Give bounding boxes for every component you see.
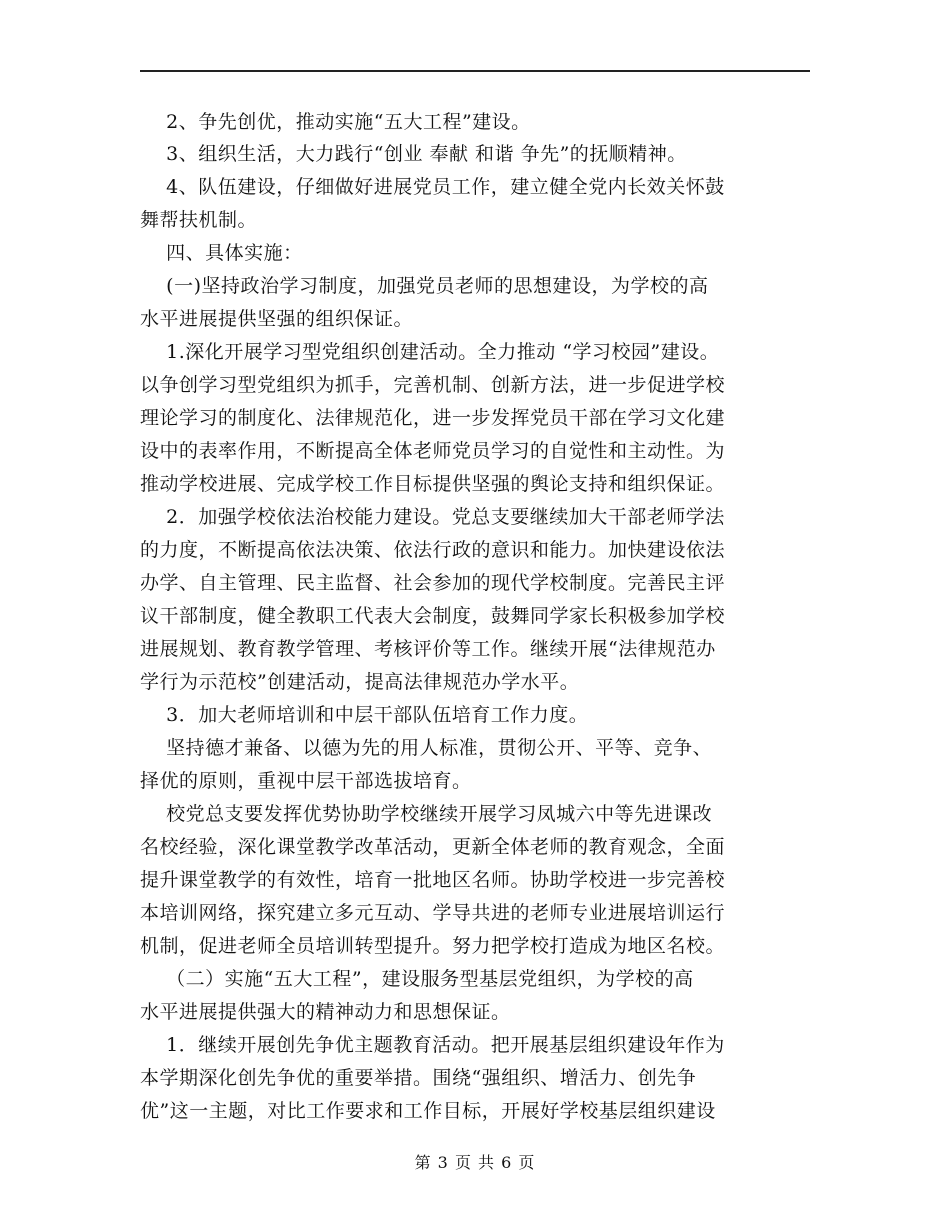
text-line: 舞帮扶机制。	[140, 209, 258, 231]
text-line: 理论学习的制度化、法律规范化，进一步发挥党员干部在学习文化建	[140, 407, 726, 429]
text-line: 以争创学习型党组织为抓手，完善机制、创新方法，进一步促进学校	[140, 374, 726, 396]
text-line: 本培训网络，探究建立多元互动、学导共进的老师专业进展培训运行	[140, 902, 726, 924]
text-line: 1.深化开展学习型党组织创建活动。全力推动 “学习校园”建设。	[140, 341, 720, 363]
text-line: 名校经验，深化课堂教学改革活动，更新全体老师的教育观念，全面	[140, 836, 726, 858]
text-line: 水平进展提供坚强的组织保证。	[140, 308, 414, 330]
text-line: 设中的表率作用，不断提高全体老师党员学习的自觉性和主动性。为	[140, 440, 726, 462]
text-line: 3．加大老师培训和中层干部队伍培育工作力度。	[140, 704, 589, 726]
text-line: 校党总支要发挥优势协助学校继续开展学习凤城六中等先进课改	[140, 803, 713, 825]
text-line: 坚持德才兼备、以德为先的用人标准，贯彻公开、平等、竞争、	[140, 737, 713, 759]
text-line: 的力度，不断提高依法决策、依法行政的意识和能力。加快建设依法	[140, 539, 726, 561]
text-line: 2．加强学校依法治校能力建设。党总支要继续加大干部老师学法	[140, 506, 725, 528]
text-line: 提升课堂教学的有效性，培育一批地区名师。协助学校进一步完善校	[140, 869, 726, 891]
text-line: 优”这一主题，对比工作要求和工作目标，开展好学校基层组织建设	[140, 1100, 716, 1122]
text-line: 1．继续开展创先争优主题教育活动。把开展基层组织建设年作为	[140, 1034, 725, 1056]
text-line: 3、组织生活，大力践行“创业 奉献 和谐 争先”的抚顺精神。	[140, 143, 687, 165]
text-line: 2、争先创优，推动实施“五大工程”建设。	[140, 111, 531, 133]
text-line: 水平进展提供强大的精神动力和思想保证。	[140, 1001, 511, 1023]
header-rule	[140, 70, 810, 72]
text-line: 学行为示范校”创建活动，提高法律规范办学水平。	[140, 671, 580, 693]
section-heading: 四、具体实施：	[140, 242, 303, 264]
text-line: 机制，促进老师全员培训转型提升。努力把学校打造成为地区名校。	[140, 935, 726, 957]
text-line: 推动学校进展、完成学校工作目标提供坚强的舆论支持和组织保证。	[140, 473, 726, 495]
page-number-footer: 第 3 页 共 6 页	[414, 1153, 536, 1172]
subsection-heading: (一)坚持政治学习制度，加强党员老师的思想建设，为学校的高	[140, 275, 709, 297]
text-line: 办学、自主管理、民主监督、社会参加的现代学校制度。完善民主评	[140, 572, 726, 594]
text-line: 议干部制度，健全教职工代表大会制度，鼓舞同学家长积极参加学校	[140, 605, 726, 627]
text-line: 本学期深化创先争优的重要举措。围绕“强组织、增活力、创先争	[140, 1067, 697, 1089]
text-line: 择优的原则，重视中层干部选拔培育。	[140, 770, 472, 792]
text-line: 进展规划、教育教学管理、考核评价等工作。继续开展“法律规范办	[140, 638, 716, 660]
subsection-heading: （二）实施“五大工程”，建设服务型基层党组织，为学校的高	[140, 968, 694, 990]
text-line: 4、队伍建设，仔细做好进展党员工作，建立健全党内长效关怀鼓	[140, 176, 725, 198]
